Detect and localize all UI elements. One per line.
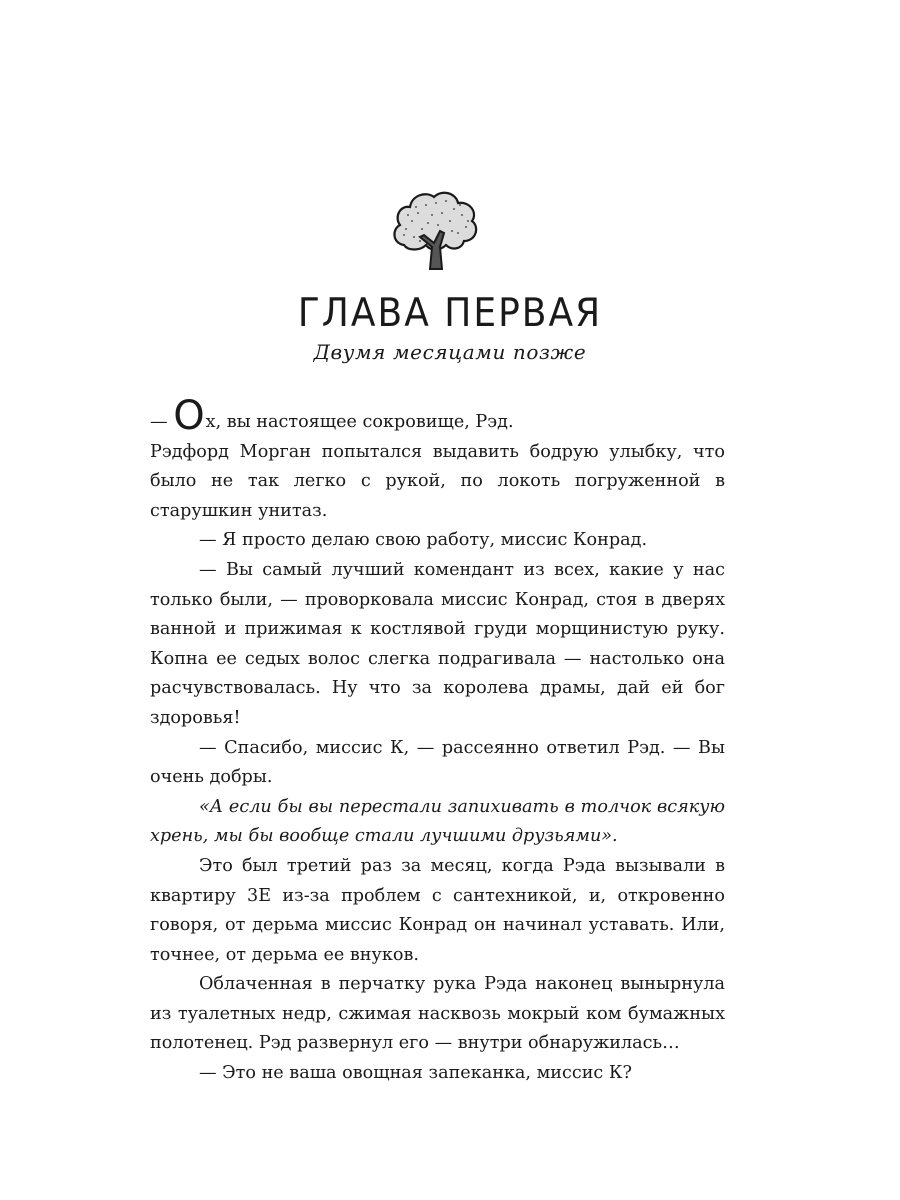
paragraph: Это был третий раз за месяц, когда Рэда вызывали в квартиру 3Е из-за проблем с сантехникой, и, откровенно говоря, от дерьма миссис Конрад он начинал уставать. Или, точнее, от дерьма ее внуков. [150, 855, 725, 965]
italic-paragraph: «А если бы вы перестали запихивать в толчок всякую хрень, мы бы вообще стали лучшими друзьями». [150, 796, 725, 847]
first-paragraph [150, 393, 725, 439]
first-paragraph-text: х, вы настоящее сокровище, Рэд. [205, 412, 514, 432]
drop-cap: О [173, 393, 205, 439]
paragraph: — Спасибо, миссис К, — рассеянно ответил Рэд. — Вы очень добры. [150, 737, 725, 788]
paragraph: — Вы самый лучший комендант из всех, какие у нас только были, — проворковала миссис Конрад, стоя в дверях ванной и прижимая к костлявой груди морщинистую руку. Копна ее седых волос слегка подрагивала — настолько она расчувствовалась. Ну что за королева драмы, дай ей бог здоровья! [150, 559, 725, 728]
paragraph: — Я просто делаю свою работу, миссис Конрад. [199, 530, 648, 551]
chapter-text [150, 393, 725, 1089]
opening-dash: — [150, 412, 174, 432]
chapter-title: ГЛАВА ПЕРВАЯ [297, 291, 603, 336]
chapter-subtitle: Двумя месяцами позже [313, 340, 587, 364]
paragraph: Облаченная в перчатку рука Рэда наконец вынырнула из туалетных недр, сжимая насквозь мокрый ком бумажных полотенец. Рэд развернул его — внутри обнаружилась… [150, 974, 725, 1054]
tree-icon [390, 185, 482, 273]
paragraph: — Это не ваша овощная запеканка, миссис К? [199, 1063, 632, 1084]
paragraph: Рэдфорд Морган попытался выдавить бодрую улыбку, что было не так легко с рукой, по локоть погруженной в старушкин унитаз. [150, 441, 725, 521]
